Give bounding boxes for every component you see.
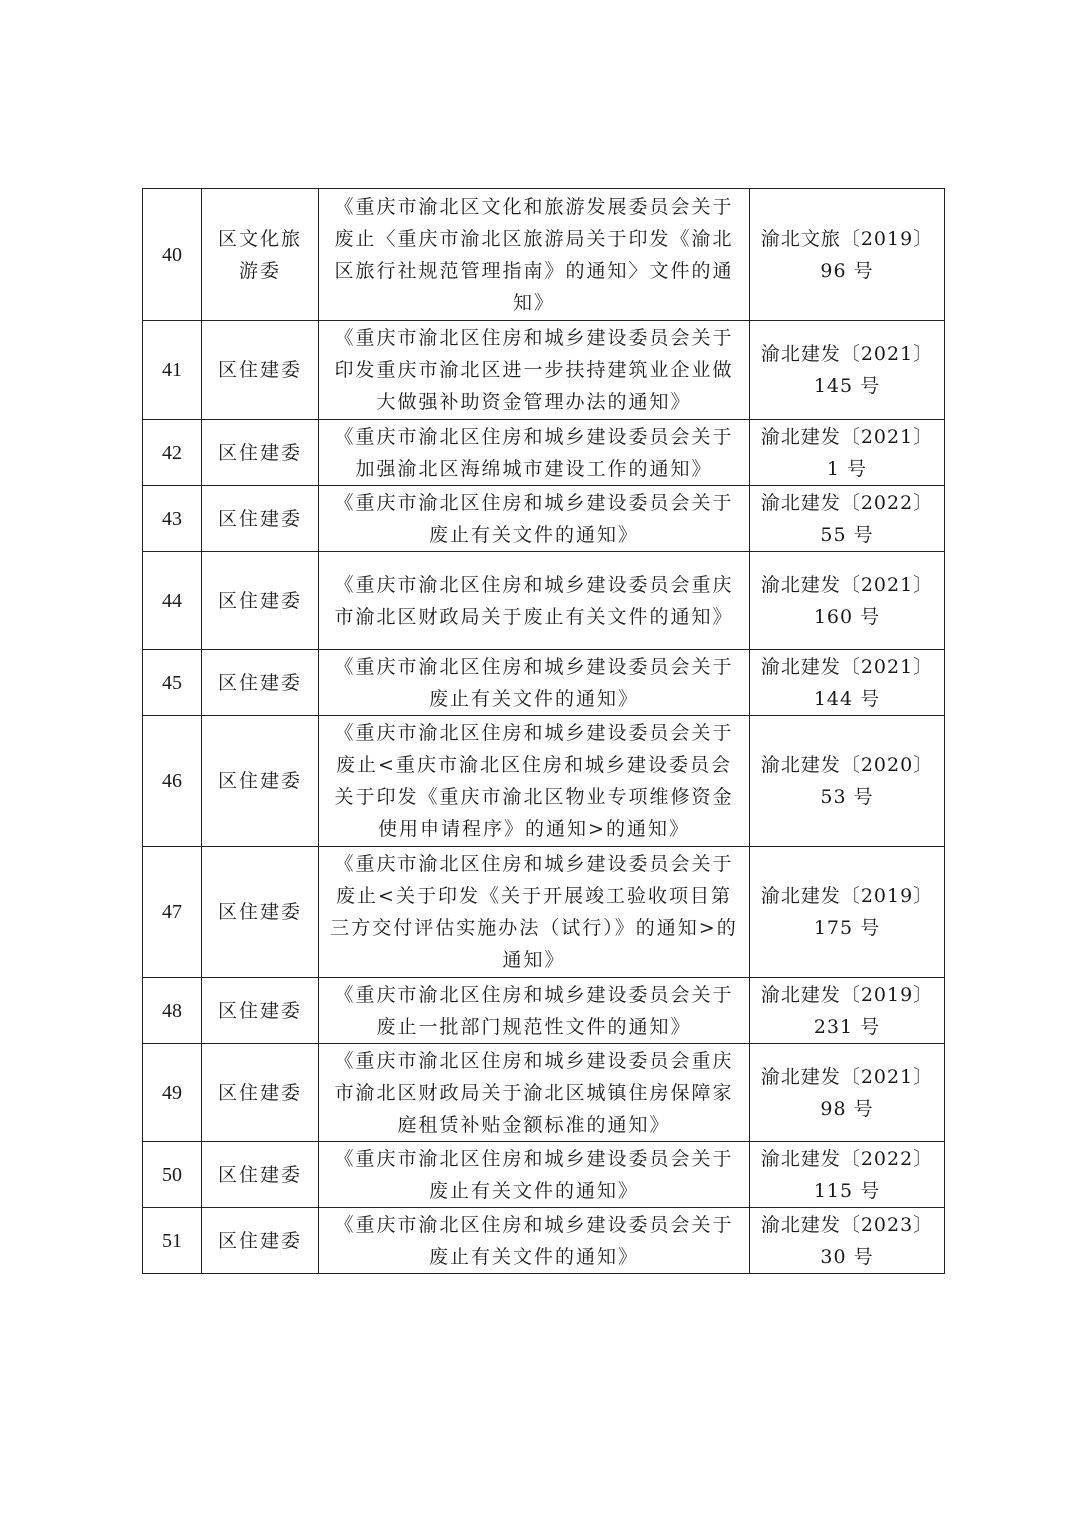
table-row [143,716,945,847]
table-row [143,1142,945,1208]
document-number: 渝北建发〔2022〕55 号 [750,486,945,552]
row-number: 48 [143,978,202,1044]
document-title: 《重庆市渝北区住房和城乡建设委员会重庆市渝北区财政局关于渝北区城镇住房保障家庭租赁补贴金额标准的通知》 [319,1044,750,1142]
department: 区住建委 [202,321,319,420]
row-number: 42 [143,420,202,486]
document-number: 渝北建发〔2020〕53 号 [750,716,945,847]
table-row [143,650,945,716]
document-number: 渝北建发〔2021〕160 号 [750,552,945,650]
row-number: 51 [143,1208,202,1274]
department: 区住建委 [202,486,319,552]
row-number: 46 [143,716,202,847]
row-number: 45 [143,650,202,716]
department: 区住建委 [202,650,319,716]
document-title: 《重庆市渝北区住房和城乡建设委员会关于废止有关文件的通知》 [319,650,750,716]
document-title: 《重庆市渝北区住房和城乡建设委员会关于废止有关文件的通知》 [319,1208,750,1274]
document-title: 《重庆市渝北区住房和城乡建设委员会关于废止有关文件的通知》 [319,1142,750,1208]
document-number: 渝北建发〔2021〕98 号 [750,1044,945,1142]
document-title: 《重庆市渝北区住房和城乡建设委员会重庆市渝北区财政局关于废止有关文件的通知》 [319,552,750,650]
document-title: 《重庆市渝北区住房和城乡建设委员会关于加强渝北区海绵城市建设工作的通知》 [319,420,750,486]
department: 区住建委 [202,552,319,650]
table-row [143,978,945,1044]
department: 区住建委 [202,1208,319,1274]
row-number: 49 [143,1044,202,1142]
department: 区文化旅游委 [202,189,319,321]
department: 区住建委 [202,1044,319,1142]
department: 区住建委 [202,1142,319,1208]
row-number: 43 [143,486,202,552]
table-row [143,420,945,486]
document-number: 渝北建发〔2019〕231 号 [750,978,945,1044]
row-number: 47 [143,847,202,978]
table-row [143,1044,945,1142]
department: 区住建委 [202,847,319,978]
document-number: 渝北建发〔2021〕144 号 [750,650,945,716]
document-title: 《重庆市渝北区住房和城乡建设委员会关于废止<关于印发《关于开展竣工验收项目第三方交付评估实施办法（试行）》的通知>的通知》 [319,847,750,978]
row-number: 41 [143,321,202,420]
table-row [143,1208,945,1274]
document-number: 渝北文旅〔2019〕96 号 [750,189,945,321]
document-title: 《重庆市渝北区文化和旅游发展委员会关于废止〈重庆市渝北区旅游局关于印发《渝北区旅行社规范管理指南》的通知〉文件的通知》 [319,189,750,321]
department: 区住建委 [202,716,319,847]
table-row [143,847,945,978]
table-row [143,552,945,650]
table-row [143,189,945,321]
document-number: 渝北建发〔2019〕175 号 [750,847,945,978]
document-title: 《重庆市渝北区住房和城乡建设委员会关于废止有关文件的通知》 [319,486,750,552]
row-number: 40 [143,189,202,321]
department: 区住建委 [202,420,319,486]
table-row [143,321,945,420]
department: 区住建委 [202,978,319,1044]
row-number: 50 [143,1142,202,1208]
document-number: 渝北建发〔2021〕1 号 [750,420,945,486]
table-row [143,486,945,552]
document-number: 渝北建发〔2021〕145 号 [750,321,945,420]
document-number: 渝北建发〔2022〕115 号 [750,1142,945,1208]
document-title: 《重庆市渝北区住房和城乡建设委员会关于印发重庆市渝北区进一步扶持建筑业企业做大做强补助资金管理办法的通知》 [319,321,750,420]
document-table [142,188,945,1274]
document-title: 《重庆市渝北区住房和城乡建设委员会关于废止一批部门规范性文件的通知》 [319,978,750,1044]
row-number: 44 [143,552,202,650]
document-title: 《重庆市渝北区住房和城乡建设委员会关于废止<重庆市渝北区住房和城乡建设委员会关于印发《重庆市渝北区物业专项维修资金使用申请程序》的通知>的通知》 [319,716,750,847]
document-number: 渝北建发〔2023〕30 号 [750,1208,945,1274]
